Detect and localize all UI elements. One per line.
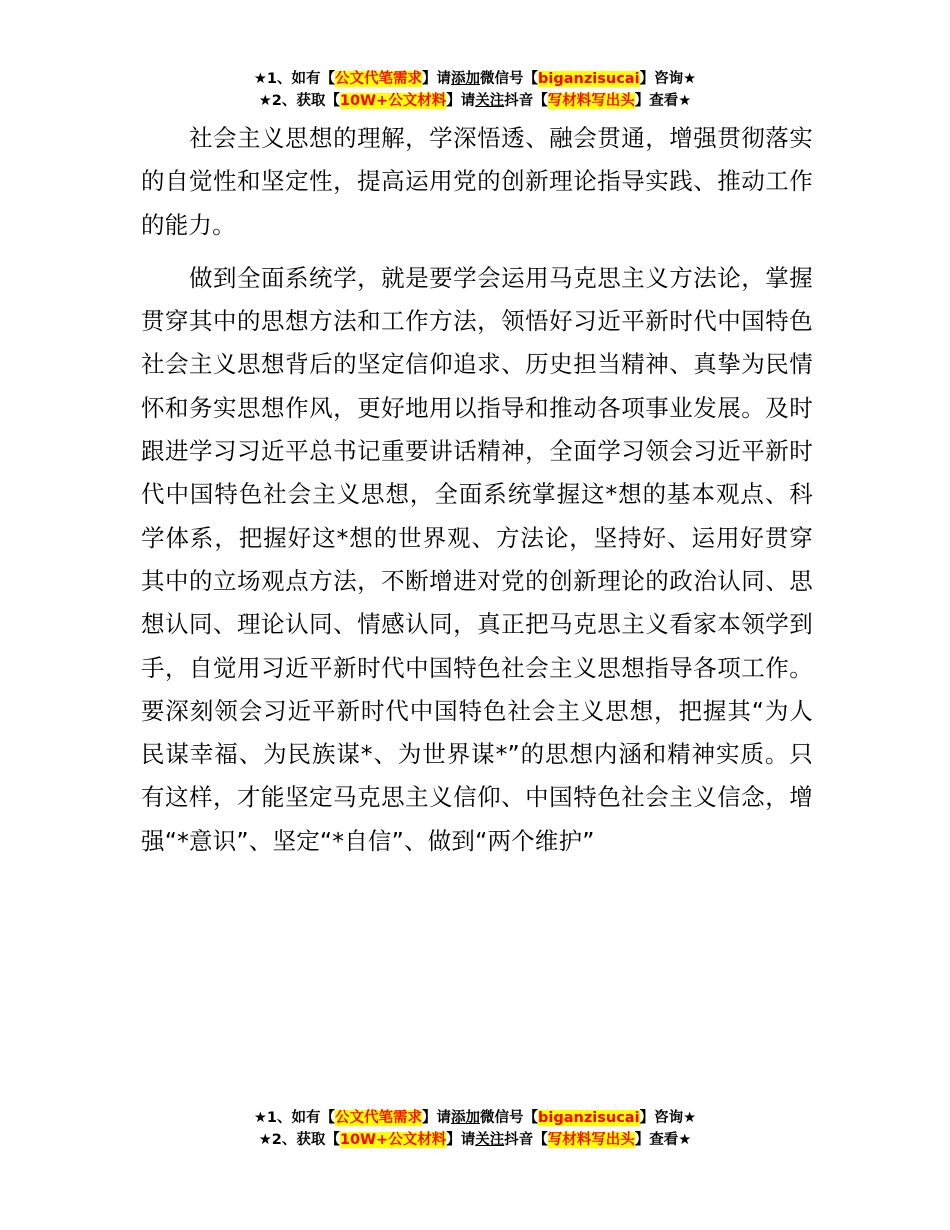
banner-text: 】请 xyxy=(446,1132,476,1148)
banner-text: ★1、如有【 xyxy=(253,71,336,87)
header-banner xyxy=(0,68,950,112)
banner-text: 】请 xyxy=(422,1110,452,1126)
paragraph-2: 做到全面系统学，就是要学会运用马克思主义方法论，掌握贯穿其中的思想方法和工作方法，领悟好习近平新时代中国特色社会主义思想背后的坚定信仰追求、历史担当精神、真挚为民情怀和务实思想作风，更好地用以指导和推动各项事业发展。及时跟进学习习近平总书记重要讲话精神，全面学习领会习近平新时代中国特色社会主义思想，全面系统掌握这*想的基本观点、科学体系，把握好这*想的世界观、方法论，坚持好、运用好贯穿其中的立场观点方法，不断增进对党的创新理论的政治认同、思想认同、理论认同、情感认同，真正把马克思主义看家本领学到手，自觉用习近平新时代中国特色社会主义思想指导各项工作。要深刻领会习近平新时代中国特色社会主义思想，把握其“为人民谋幸福、为民族谋*、为世界谋*”的思想内涵和精神实质。只有这样，才能坚定马克思主义信仰、中国特色社会主义信念，增强“*意识”、坚定“*自信”、做到“两个维护” xyxy=(141,263,813,855)
document-body xyxy=(141,117,813,863)
paragraph-1: 社会主义思想的理解，学深悟透、融会贯通，增强贯彻落实的自觉性和坚定性，提高运用党的创新理论指导实践、推动工作的能力。 xyxy=(141,124,813,239)
footer-banner xyxy=(0,1107,950,1151)
banner-emphasis: 添加 xyxy=(451,1110,481,1126)
banner-emphasis: 添加 xyxy=(451,71,481,87)
header-banner-line-2 xyxy=(0,90,950,112)
banner-emphasis: 关注 xyxy=(475,1132,505,1148)
footer-banner-line-1 xyxy=(0,1107,950,1129)
banner-emphasis: 关注 xyxy=(475,93,505,109)
footer-banner-line-2 xyxy=(0,1129,950,1151)
banner-text: 微信号【 xyxy=(480,1110,539,1126)
banner-text: ★1、如有【 xyxy=(253,1110,336,1126)
banner-highlight: 公文代笔需求 xyxy=(335,71,423,87)
banner-highlight: biganzisucai xyxy=(538,1110,640,1126)
banner-text: ★2、获取【 xyxy=(258,1132,340,1148)
banner-text: 微信号【 xyxy=(480,71,539,87)
banner-text: 】查看★ xyxy=(634,1132,692,1148)
banner-text: ★2、获取【 xyxy=(258,93,340,109)
banner-text: 】咨询★ xyxy=(639,1110,697,1126)
banner-text: 抖音【 xyxy=(504,1132,548,1148)
banner-text: 】请 xyxy=(446,93,476,109)
banner-highlight: 写材料写出头 xyxy=(547,93,635,109)
banner-text: 抖音【 xyxy=(504,93,548,109)
header-banner-line-1 xyxy=(0,68,950,90)
banner-text: 】查看★ xyxy=(634,93,692,109)
banner-highlight: biganzisucai xyxy=(538,71,640,87)
banner-highlight: 10W+公文材料 xyxy=(339,93,447,109)
banner-highlight: 写材料写出头 xyxy=(547,1132,635,1148)
banner-text: 】请 xyxy=(422,71,452,87)
banner-text: 】咨询★ xyxy=(639,71,697,87)
banner-highlight: 10W+公文材料 xyxy=(339,1132,447,1148)
banner-highlight: 公文代笔需求 xyxy=(335,1110,423,1126)
